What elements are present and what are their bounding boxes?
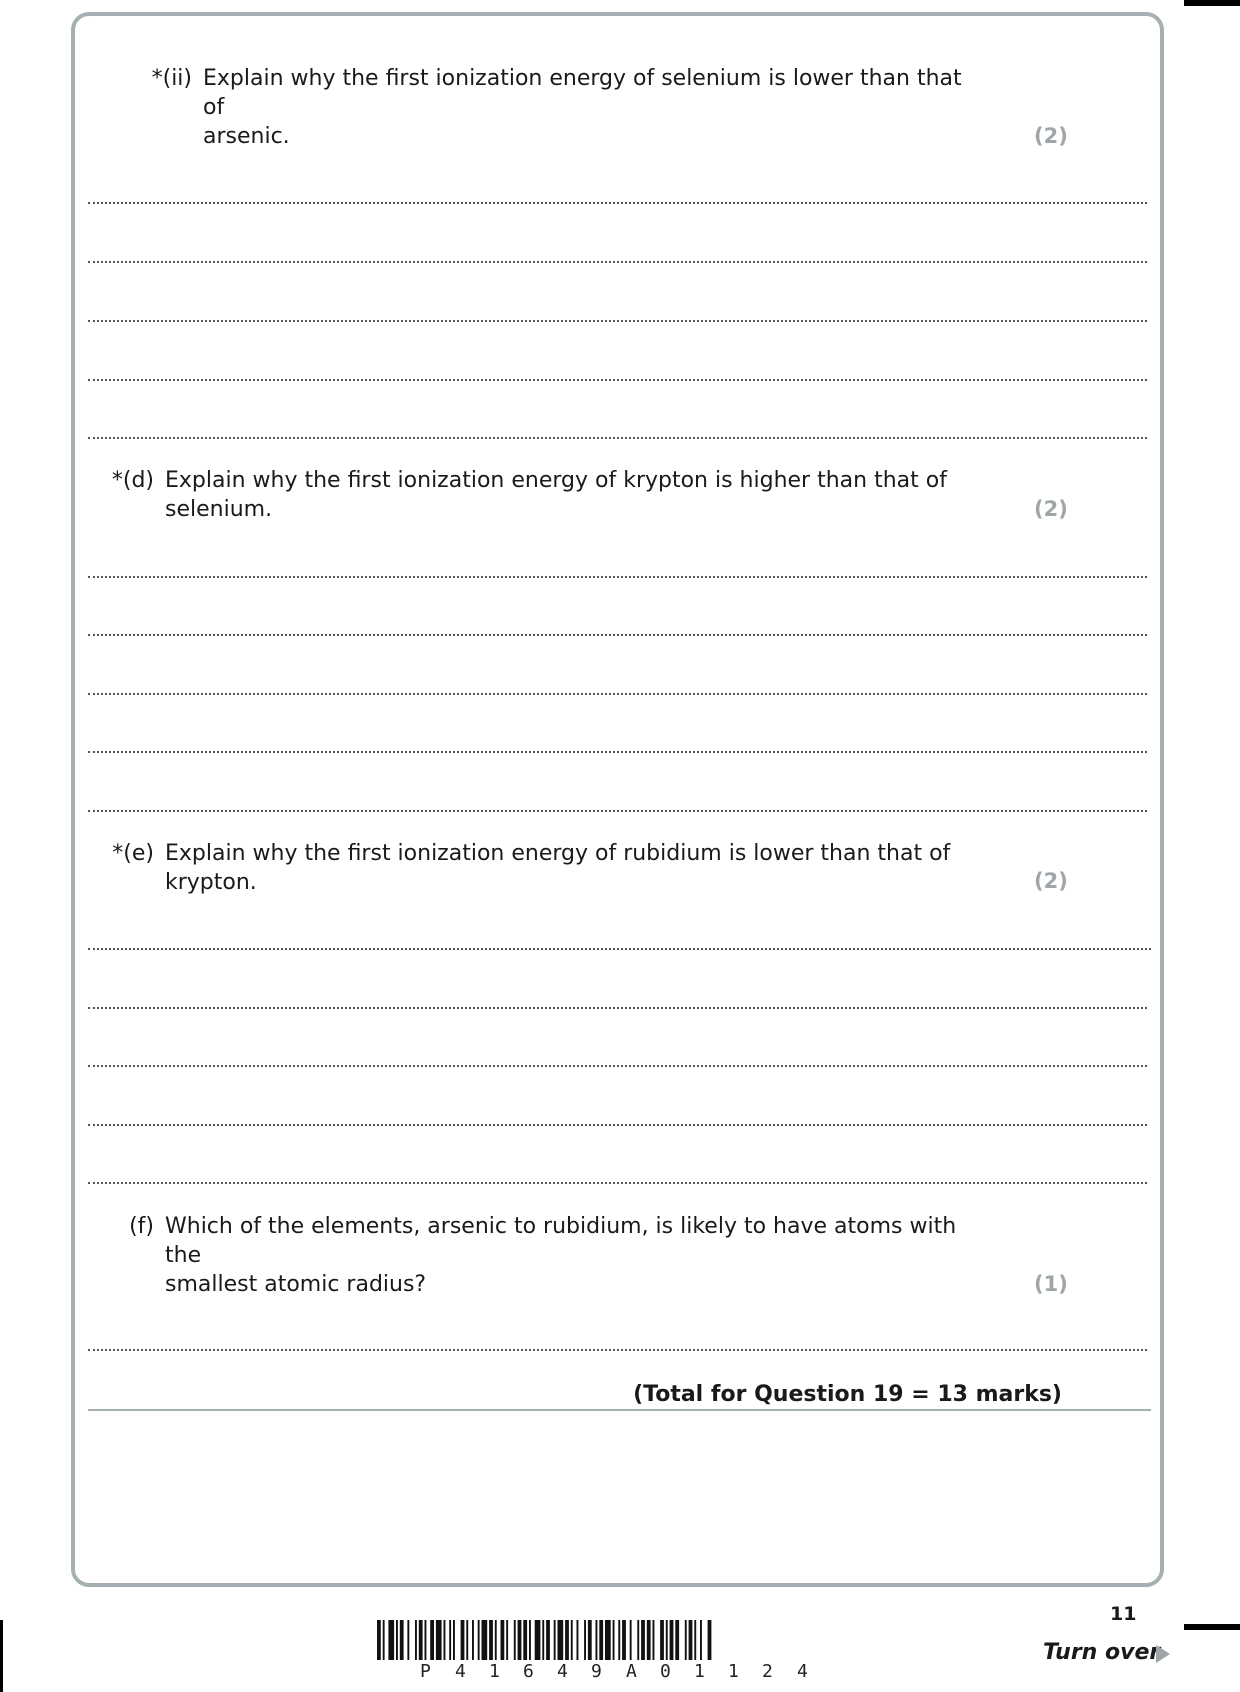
answer-line[interactable] — [88, 1124, 1147, 1126]
barcode-bar — [605, 1620, 611, 1660]
barcode-bar — [630, 1620, 632, 1660]
barcode-bar — [641, 1620, 645, 1660]
question-text-line: arsenic. — [203, 124, 290, 149]
marks-allocation: (2) — [1034, 124, 1068, 148]
barcode-char: A — [626, 1661, 637, 1682]
answer-line[interactable] — [88, 1007, 1147, 1009]
barcode-char: 1 — [694, 1661, 705, 1682]
barcode-bar — [396, 1620, 398, 1660]
answer-line[interactable] — [88, 576, 1147, 578]
answer-line[interactable] — [88, 261, 1147, 263]
barcode-bar — [453, 1620, 455, 1660]
barcode-bar — [518, 1620, 522, 1660]
barcode-char: 0 — [660, 1661, 671, 1682]
barcode-char: 1 — [489, 1661, 500, 1682]
crop-mark-bottom-right — [1184, 1624, 1240, 1630]
barcode-bar — [430, 1620, 434, 1660]
turn-over-label: Turn over — [1043, 1640, 1161, 1665]
marks-allocation: (2) — [1034, 869, 1068, 893]
barcode-bar — [622, 1620, 626, 1660]
question-text-line: Explain why the first ionization energy of krypton is higher than that of selenium. — [165, 468, 947, 522]
barcode-bar — [535, 1620, 541, 1660]
crop-mark-bottom-left — [0, 1620, 3, 1692]
question-number: (f) — [129, 1214, 154, 1239]
barcode-bar — [637, 1620, 639, 1660]
barcode-bar — [708, 1620, 712, 1660]
marks-allocation: (1) — [1034, 1272, 1068, 1296]
barcode-bar — [436, 1620, 442, 1660]
question-text — [165, 466, 1045, 524]
barcode-bar — [653, 1620, 655, 1660]
answer-line[interactable] — [88, 948, 1151, 950]
question-text-line: smallest atomic radius? — [165, 1272, 427, 1297]
answer-line[interactable] — [88, 1349, 1147, 1351]
barcode-bar — [689, 1620, 693, 1660]
barcode-bar — [478, 1620, 480, 1660]
total-divider — [88, 1409, 1151, 1411]
barcode-bar — [425, 1620, 427, 1660]
barcode-bar — [588, 1620, 592, 1660]
barcode-bar — [495, 1620, 497, 1660]
question-number: *(e) — [112, 841, 154, 866]
question-text-line: Which of the elements, arsenic to rubidium, is likely to have atoms with the — [165, 1214, 957, 1268]
barcode-bar — [685, 1620, 687, 1660]
barcode-bar — [377, 1620, 381, 1660]
barcode-bar — [660, 1620, 664, 1660]
barcode-bar — [523, 1620, 527, 1660]
answer-line[interactable] — [88, 810, 1147, 812]
barcode-bar — [466, 1620, 468, 1660]
marks-allocation: (2) — [1034, 497, 1068, 521]
barcode-bar — [554, 1620, 556, 1660]
barcode-char: 1 — [728, 1661, 739, 1682]
barcode-bar — [577, 1620, 579, 1660]
barcode-char: 4 — [455, 1661, 466, 1682]
barcode-bar — [571, 1620, 573, 1660]
barcode-text — [420, 1661, 820, 1683]
answer-line[interactable] — [88, 693, 1147, 695]
barcode-bar — [514, 1620, 516, 1660]
barcode-bar — [675, 1620, 679, 1660]
barcode-bar — [666, 1620, 668, 1660]
barcode-bar — [449, 1620, 451, 1660]
barcode-char: 6 — [523, 1661, 534, 1682]
question-total: (Total for Question 19 = 13 marks) — [633, 1382, 1062, 1407]
answer-line[interactable] — [88, 379, 1147, 381]
crop-mark-top-right — [1184, 0, 1240, 6]
barcode-bar — [618, 1620, 620, 1660]
question-text-line: Explain why the first ionization energy of selenium is lower than that of — [203, 66, 962, 120]
turn-over-arrow-icon — [1156, 1645, 1170, 1663]
barcode-char: 2 — [762, 1661, 773, 1682]
barcode-bar — [694, 1620, 696, 1660]
barcode-bar — [444, 1620, 446, 1660]
barcode-bar — [647, 1620, 651, 1660]
barcode-bar — [596, 1620, 598, 1660]
barcode-bar — [529, 1620, 531, 1660]
barcode-bar — [670, 1620, 674, 1660]
question-number: *(ii) — [151, 66, 192, 91]
barcode-bar — [400, 1620, 404, 1660]
barcode-char: 4 — [797, 1661, 808, 1682]
barcode-bar — [407, 1620, 409, 1660]
question-text — [203, 64, 963, 151]
question-number: *(d) — [111, 468, 154, 493]
barcode-bar — [542, 1620, 544, 1660]
question-text — [165, 839, 1045, 897]
barcode-bar — [415, 1620, 417, 1660]
barcode-bar — [501, 1620, 505, 1660]
barcode-bar — [388, 1620, 394, 1660]
barcode-bar — [613, 1620, 615, 1660]
barcode-bar — [419, 1620, 423, 1660]
barcode-bar — [461, 1620, 465, 1660]
question-text-line: Explain why the first ionization energy of rubidium is lower than that of krypton. — [165, 841, 951, 895]
barcode-bar — [489, 1620, 493, 1660]
answer-line[interactable] — [88, 202, 1147, 204]
answer-line[interactable] — [88, 634, 1147, 636]
answer-line[interactable] — [88, 437, 1147, 439]
barcode-bar — [584, 1620, 586, 1660]
barcode-char: P — [420, 1661, 431, 1682]
barcode-bar — [383, 1620, 385, 1660]
barcode-bar — [599, 1620, 603, 1660]
barcode-bar — [482, 1620, 488, 1660]
barcode-bar — [546, 1620, 550, 1660]
barcode — [377, 1620, 862, 1664]
answer-line[interactable] — [88, 320, 1147, 322]
barcode-char: 9 — [591, 1661, 602, 1682]
barcode-bar — [700, 1620, 702, 1660]
barcode-char: 4 — [557, 1661, 568, 1682]
barcode-bar — [472, 1620, 474, 1660]
answer-line[interactable] — [88, 751, 1147, 753]
barcode-bar — [565, 1620, 569, 1660]
barcode-bar — [558, 1620, 564, 1660]
barcode-bar — [506, 1620, 508, 1660]
page-number: 11 — [1110, 1603, 1137, 1625]
answer-line[interactable] — [88, 1065, 1147, 1067]
question-text — [165, 1212, 985, 1299]
answer-line[interactable] — [88, 1182, 1147, 1184]
